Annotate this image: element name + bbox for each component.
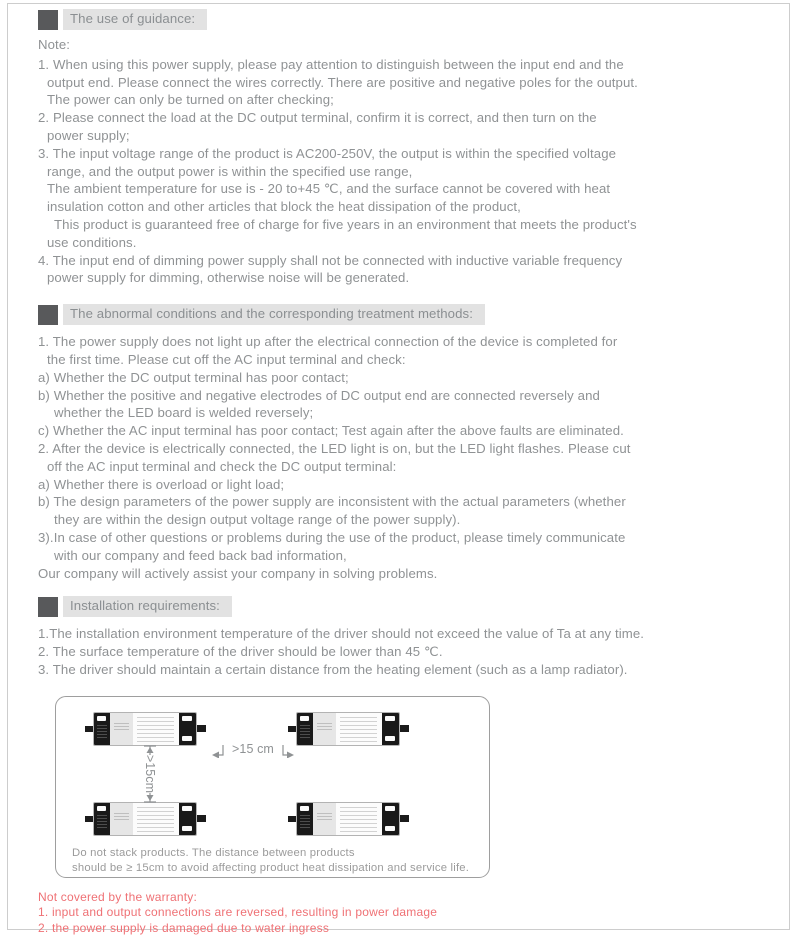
text-line: Not covered by the warranty: (38, 889, 198, 904)
section-bullet-icon (38, 597, 58, 617)
text-line: The power can only be turned on after checking; (47, 92, 334, 108)
text-line: 2. Please connect the load at the DC output terminal, confirm it is correct, and then turn on the (38, 110, 597, 126)
text-line: 1.The installation environment temperature of the driver should not exceed the value of Ta at any time. (38, 626, 645, 642)
dimension-label: >15 cm (232, 741, 274, 756)
text-line: 2. the power supply is damaged due to water ingress (38, 920, 330, 935)
text-line: off the AC input terminal and check the DC output terminal: (47, 458, 397, 474)
text-line: 3).In case of other questions or problems during the use of the product, please timely communicate (38, 529, 626, 545)
dimension-hook-left-icon (211, 744, 225, 758)
warranty-warning (38, 890, 783, 936)
text-line: power supply for dimming, otherwise noise will be generated. (47, 270, 410, 286)
text-line: a) Whether there is overload or light load; (38, 476, 285, 492)
installation-paragraph (38, 625, 783, 678)
text-line: output end. Please connect the wires correctly. There are positive and negative poles for the output. (47, 74, 638, 90)
text-line: 1. When using this power supply, please pay attention to distinguish between the input end and the (38, 56, 624, 72)
section-title: Installation requirements: (63, 596, 232, 617)
psu-end-cap-left (297, 803, 313, 835)
psu-brand-panel (110, 803, 133, 835)
psu-end-cap-right (382, 713, 399, 745)
section-bullet-icon (38, 10, 58, 30)
psu-label-panel (336, 713, 382, 745)
text-line: power supply; (47, 127, 130, 143)
text-line: use conditions. (47, 234, 137, 250)
section-title: The use of guidance: (63, 9, 207, 30)
psu-brand-panel (313, 713, 336, 745)
psu-end-cap-left (94, 713, 110, 745)
psu-body (93, 712, 197, 746)
manual-page (38, 9, 783, 936)
dimension-arrow-down-icon (142, 793, 158, 803)
text-line: Do not stack products. The distance between products (72, 846, 355, 859)
text-line: the first time. Please cut off the AC input terminal and check: (47, 351, 406, 367)
text-line: 4. The input end of dimming power supply shall not be connected with inductive variable frequency (38, 252, 623, 268)
text-line: with our company and feed back bad information, (54, 547, 347, 563)
horizontal-dimension (211, 742, 295, 760)
abnormal-paragraph (38, 333, 783, 582)
vertical-dimension (142, 745, 158, 803)
psu-brand-panel (313, 803, 336, 835)
psu-unit (85, 712, 206, 746)
section-header-abnormal (38, 304, 783, 325)
text-line: b) The design parameters of the power supply are inconsistent with the actual parameters (whether (38, 494, 626, 510)
psu-brand-panel (110, 713, 133, 745)
psu-end-cap-left (94, 803, 110, 835)
section-bullet-icon (38, 305, 58, 325)
psu-unit (85, 802, 206, 836)
note-label: Note: (38, 37, 71, 52)
psu-body (93, 802, 197, 836)
psu-end-cap-left (297, 713, 313, 745)
guidance-paragraph (38, 56, 783, 287)
text-line: 3. The driver should maintain a certain distance from the heating element (such as a lamp radiator). (38, 661, 628, 677)
text-line: This product is guaranteed free of charge for five years in an environment that meets the product's (54, 216, 637, 232)
section-header-installation (38, 596, 783, 617)
psu-label-panel (133, 713, 179, 745)
psu-end-cap-right (179, 713, 196, 745)
psu-end-cap-right (382, 803, 399, 835)
text-line: 3. The input voltage range of the product is AC200-250V, the output is within the specified voltage (38, 145, 617, 161)
dimension-label: >15cm (143, 754, 157, 793)
text-line: whether the LED board is welded reversely; (54, 405, 314, 421)
psu-label-panel (336, 803, 382, 835)
spacing-diagram (55, 696, 490, 878)
psu-unit (288, 712, 409, 746)
psu-body (296, 712, 400, 746)
text-line: Our company will actively assist your company in solving problems. (38, 565, 438, 581)
text-line: a) Whether the DC output terminal has poor contact; (38, 369, 349, 385)
section-title: The abnormal conditions and the corresponding treatment methods: (63, 304, 485, 325)
text-line: 2. After the device is electrically connected, the LED light is on, but the LED light flashes. Please cut (38, 440, 631, 456)
text-line: 2. The surface temperature of the driver should be lower than 45 ℃. (38, 644, 443, 660)
text-line: range, and the output power is within the specified use range, (47, 163, 413, 179)
text-line: c) Whether the AC input terminal has poor contact; Test again after the above faults are eliminated. (38, 423, 624, 439)
diagram-caption (72, 846, 469, 876)
dimension-hook-right-icon (281, 744, 295, 758)
psu-body (296, 802, 400, 836)
psu-unit (288, 802, 409, 836)
text-line: should be ≥ 15cm to avoid affecting product heat dissipation and service life. (72, 861, 470, 874)
text-line: b) Whether the positive and negative electrodes of DC output end are connected reversely and (38, 387, 600, 403)
section-header-guidance (38, 9, 783, 30)
psu-end-cap-right (179, 803, 196, 835)
text-line: 1. input and output connections are reversed, resulting in power damage (38, 905, 438, 920)
text-line: The ambient temperature for use is - 20 to+45 ℃, and the surface cannot be covered with heat (47, 181, 611, 197)
text-line: insulation cotton and other articles that block the heat dissipation of the product, (47, 199, 521, 215)
text-line: 1. The power supply does not light up after the electrical connection of the device is completed for (38, 334, 618, 350)
psu-label-panel (133, 803, 179, 835)
text-line: they are within the design output voltage range of the power supply). (54, 512, 461, 528)
